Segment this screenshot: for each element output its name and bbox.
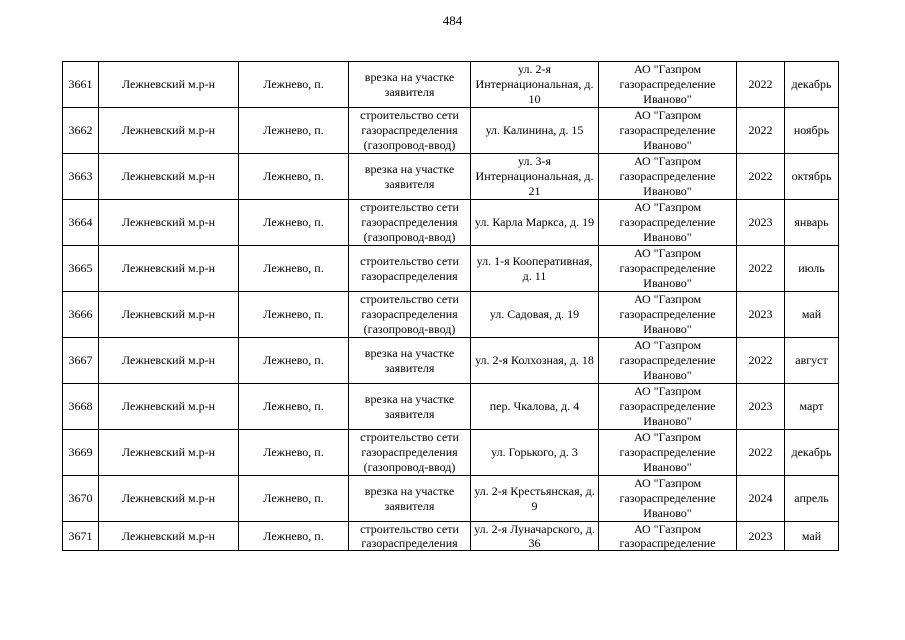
month-cell: декабрь (785, 62, 839, 108)
work-type-cell: строительство сети газораспределения (газопровод-ввод) (349, 292, 471, 338)
page-number: 484 (442, 13, 463, 28)
row-number: 3666 (63, 292, 99, 338)
address-cell: ул. Горького, д. 3 (471, 430, 599, 476)
work-type-cell: врезка на участке заявителя (349, 154, 471, 200)
work-type-cell: врезка на участке заявителя (349, 476, 471, 522)
organization-cell: АО "Газпром газораспределение Иваново" (599, 200, 737, 246)
row-number: 3661 (63, 62, 99, 108)
locality-cell: Лежнево, п. (239, 200, 349, 246)
row-number: 3662 (63, 108, 99, 154)
month-cell: май (785, 292, 839, 338)
month-cell: март (785, 384, 839, 430)
address-cell: ул. 2-я Крестьянская, д. 9 (471, 476, 599, 522)
address-cell: пер. Чкалова, д. 4 (471, 384, 599, 430)
table-row (63, 154, 839, 200)
work-type-cell: строительство сети газораспределения (газопровод-ввод) (349, 430, 471, 476)
district-cell: Лежневский м.р-н (99, 246, 239, 292)
table-row (63, 338, 839, 384)
month-cell (785, 522, 839, 551)
month-cell: январь (785, 200, 839, 246)
row-number (63, 522, 99, 551)
work-type-text: строительство сети газораспределения (360, 522, 459, 550)
address-cell: ул. 2-я Колхозная, д. 18 (471, 338, 599, 384)
organization-cell: АО "Газпром газораспределение Иваново" (599, 430, 737, 476)
district-cell: Лежневский м.р-н (99, 292, 239, 338)
locality-cell: Лежнево, п. (239, 476, 349, 522)
locality-cell: Лежнево, п. (239, 430, 349, 476)
table-row (63, 522, 839, 551)
row-number-text: 3671 (68, 529, 93, 543)
row-number: 3668 (63, 384, 99, 430)
month-cell: декабрь (785, 430, 839, 476)
district-cell: Лежневский м.р-н (99, 476, 239, 522)
address-cell: ул. Садовая, д. 19 (471, 292, 599, 338)
district-cell (99, 522, 239, 551)
organization-cell: АО "Газпром газораспределение Иваново" (599, 384, 737, 430)
work-type-cell: врезка на участке заявителя (349, 384, 471, 430)
locality-cell: Лежнево, п. (239, 246, 349, 292)
year-cell: 2023 (737, 200, 785, 246)
work-type-cell: строительство сети газораспределения (349, 246, 471, 292)
locality-text: Лежнево, п. (263, 529, 324, 543)
row-number: 3670 (63, 476, 99, 522)
district-cell: Лежневский м.р-н (99, 200, 239, 246)
work-type-cell: врезка на участке заявителя (349, 338, 471, 384)
row-number: 3664 (63, 200, 99, 246)
locality-cell: Лежнево, п. (239, 338, 349, 384)
row-number: 3669 (63, 430, 99, 476)
organization-cell: АО "Газпром газораспределение Иваново" (599, 246, 737, 292)
month-cell: октябрь (785, 154, 839, 200)
locality-cell (239, 522, 349, 551)
locality-cell: Лежнево, п. (239, 108, 349, 154)
address-cell: ул. Карла Маркса, д. 19 (471, 200, 599, 246)
year-cell: 2023 (737, 292, 785, 338)
locality-cell: Лежнево, п. (239, 292, 349, 338)
table-row (63, 108, 839, 154)
address-text: ул. 2-я Луначарского, д. 36 (474, 522, 595, 550)
work-type-cell: строительство сети газораспределения (газопровод-ввод) (349, 108, 471, 154)
work-type-cell: строительство сети газораспределения (газопровод-ввод) (349, 200, 471, 246)
table-row (63, 292, 839, 338)
year-cell: 2022 (737, 62, 785, 108)
organization-cell (599, 522, 737, 551)
organization-cell: АО "Газпром газораспределение Иваново" (599, 154, 737, 200)
registry-table (62, 61, 839, 551)
registry-table-body (63, 62, 839, 551)
address-cell: ул. Калинина, д. 15 (471, 108, 599, 154)
address-cell (471, 522, 599, 551)
district-cell: Лежневский м.р-н (99, 338, 239, 384)
year-cell: 2022 (737, 246, 785, 292)
organization-cell: АО "Газпром газораспределение Иваново" (599, 62, 737, 108)
work-type-cell: врезка на участке заявителя (349, 62, 471, 108)
district-cell: Лежневский м.р-н (99, 430, 239, 476)
table-row (63, 200, 839, 246)
year-cell (737, 522, 785, 551)
row-number: 3665 (63, 246, 99, 292)
address-cell: ул. 2-я Интернациональная, д. 10 (471, 62, 599, 108)
year-text: 2023 (748, 529, 773, 543)
district-cell: Лежневский м.р-н (99, 108, 239, 154)
year-cell: 2023 (737, 384, 785, 430)
year-cell: 2024 (737, 476, 785, 522)
month-cell: ноябрь (785, 108, 839, 154)
row-number: 3667 (63, 338, 99, 384)
month-cell: август (785, 338, 839, 384)
year-cell: 2022 (737, 108, 785, 154)
year-cell: 2022 (737, 338, 785, 384)
row-number: 3663 (63, 154, 99, 200)
month-cell: апрель (785, 476, 839, 522)
organization-cell: АО "Газпром газораспределение Иваново" (599, 292, 737, 338)
locality-cell: Лежнево, п. (239, 154, 349, 200)
year-cell: 2022 (737, 154, 785, 200)
organization-cell: АО "Газпром газораспределение Иваново" (599, 338, 737, 384)
organization-text: АО "Газпром газораспределение (619, 522, 716, 550)
table-row (63, 384, 839, 430)
table-row (63, 62, 839, 108)
district-cell: Лежневский м.р-н (99, 62, 239, 108)
year-cell: 2022 (737, 430, 785, 476)
month-text: май (801, 529, 822, 543)
work-type-cell (349, 522, 471, 551)
district-cell: Лежневский м.р-н (99, 154, 239, 200)
district-cell: Лежневский м.р-н (99, 384, 239, 430)
locality-cell: Лежнево, п. (239, 384, 349, 430)
month-cell: июль (785, 246, 839, 292)
table-row (63, 476, 839, 522)
table-row (63, 430, 839, 476)
organization-cell: АО "Газпром газораспределение Иваново" (599, 108, 737, 154)
locality-cell: Лежнево, п. (239, 62, 349, 108)
organization-cell: АО "Газпром газораспределение Иваново" (599, 476, 737, 522)
address-cell: ул. 3-я Интернациональная, д. 21 (471, 154, 599, 200)
district-text: Лежневский м.р-н (121, 529, 216, 543)
table-row (63, 246, 839, 292)
address-cell: ул. 1-я Кооперативная, д. 11 (471, 246, 599, 292)
